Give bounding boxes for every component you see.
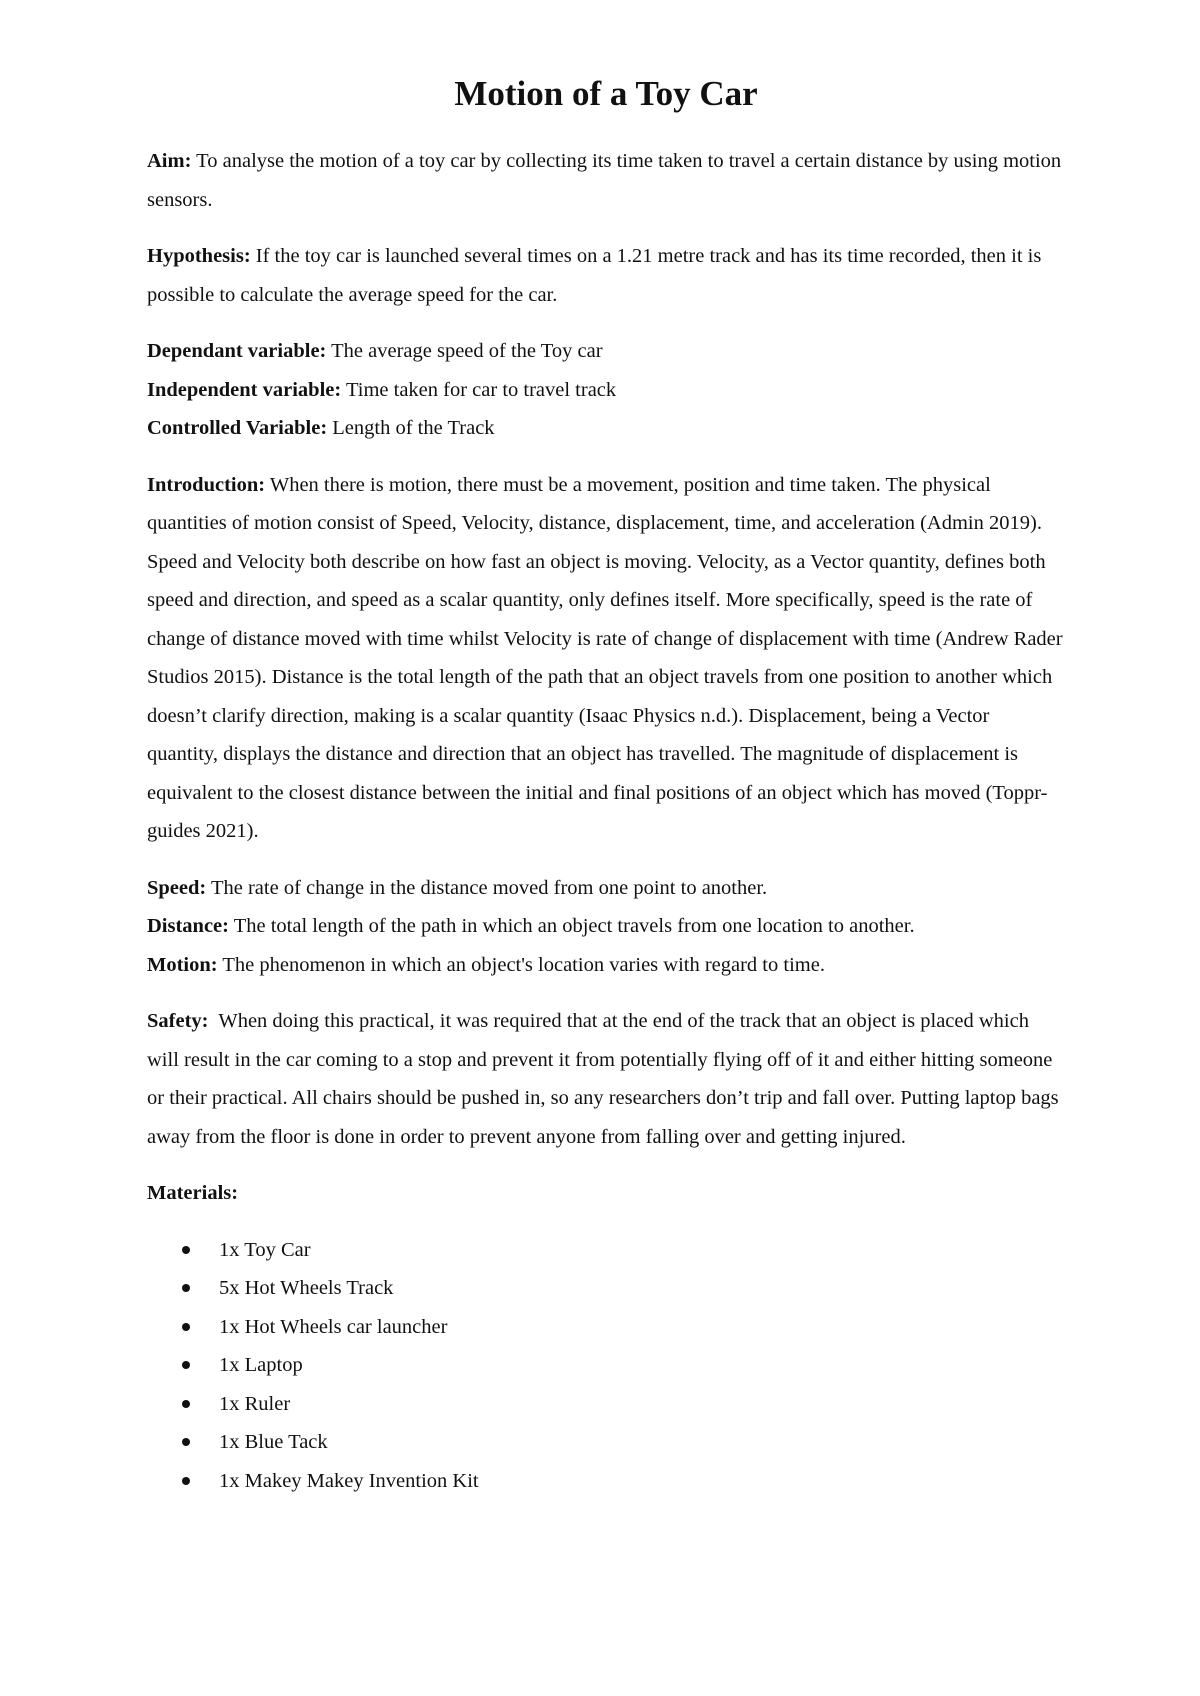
safety-text: When doing this practical, it was required that at the end of the track that an object is placed which will result in the car coming to a stop and prevent it from potentially flying off of it and either hitting someone or their practical. All chairs should be pushed in, so any researchers don’t trip and fall over. Putting laptop bags away from the floor is done in order to prevent anyone from falling over and getting injured. — [147, 1010, 1064, 1148]
speed-text: The rate of change in the distance moved from one point to another. — [206, 876, 768, 899]
list-item — [182, 1423, 1065, 1462]
material-item-text: 5x Hot Wheels Track — [219, 1277, 394, 1299]
bullet-icon — [182, 1477, 190, 1485]
materials-heading — [147, 1174, 1065, 1213]
material-item-text: 1x Hot Wheels car launcher — [219, 1315, 448, 1338]
list-item — [182, 1269, 1065, 1308]
speed-definition-line — [147, 869, 1065, 908]
dependant-variable-line — [147, 332, 1065, 371]
independent-variable-label: Independent variable: — [147, 378, 342, 401]
independent-variable-line — [147, 371, 1065, 410]
material-item-text: 1x Blue Tack — [219, 1431, 328, 1453]
introduction-paragraph — [147, 466, 1065, 851]
independent-variable-text: Time taken for car to travel track — [341, 378, 617, 401]
materials-list — [147, 1231, 1065, 1501]
speed-label: Speed: — [147, 876, 207, 899]
material-item-text: 1x Toy Car — [219, 1238, 311, 1261]
bullet-icon — [182, 1323, 190, 1331]
hypothesis-text: If the toy car is launched several times on a 1.21 metre track and has its time recorded, then it is possible to calculate the average speed for the car. — [147, 245, 1042, 306]
material-item-text: 1x Makey Makey Invention Kit — [219, 1469, 479, 1492]
materials-label: Materials: — [147, 1182, 239, 1204]
hypothesis-label: Hypothesis: — [147, 245, 251, 267]
document-title: Motion of a Toy Car — [454, 74, 758, 113]
introduction-label: Introduction: — [147, 473, 266, 496]
bullet-icon — [182, 1284, 190, 1292]
bullet-icon — [182, 1361, 190, 1369]
controlled-variable-label: Controlled Variable: — [147, 417, 328, 439]
motion-label: Motion: — [147, 953, 218, 976]
list-item — [182, 1462, 1065, 1501]
aim-text: To analyse the motion of a toy car by collecting its time taken to travel a certain distance by using motion sensors. — [147, 150, 1062, 211]
motion-text: The phenomenon in which an object's location varies with regard to time. — [217, 953, 825, 976]
bullet-icon — [182, 1438, 190, 1446]
bullet-icon — [182, 1246, 190, 1254]
dependant-variable-text: The average speed of the Toy car — [326, 340, 603, 362]
document-page — [147, 68, 1065, 1500]
hypothesis-paragraph — [147, 237, 1065, 314]
aim-label: Aim: — [147, 150, 192, 172]
aim-paragraph — [147, 142, 1065, 219]
distance-definition-line — [147, 907, 1065, 946]
controlled-variable-line — [147, 409, 1065, 448]
dependant-variable-label: Dependant variable: — [147, 340, 327, 362]
safety-label: Safety: — [147, 1010, 209, 1032]
list-item — [182, 1385, 1065, 1424]
material-item-text: 1x Ruler — [219, 1392, 291, 1415]
list-item — [182, 1308, 1065, 1347]
controlled-variable-text: Length of the Track — [327, 417, 495, 439]
safety-paragraph — [147, 1002, 1065, 1156]
motion-definition-line — [147, 946, 1065, 985]
material-item-text: 1x Laptop — [219, 1354, 303, 1376]
definitions-section — [147, 869, 1065, 985]
distance-label: Distance: — [147, 915, 229, 937]
list-item — [182, 1346, 1065, 1385]
list-item — [182, 1231, 1065, 1270]
variables-section — [147, 332, 1065, 448]
introduction-text: When there is motion, there must be a movement, position and time taken. The physical quantities of motion consist of Speed, Velocity, distance, displacement, time, and acceleration (Admin 2019). Speed and Velocity both describe on how fast an object is moving. Velocity, as a Vector quantity, defines both speed and direction, and speed as a scalar quantity, only defines itself. More specifically, speed is the rate of change of distance moved with time whilst Velocity is rate of change of displacement with time (Andrew Rader Studios 2015). Distance is the total length of the path that an object travels from one position to another which doesn’t clarify direction, making is a scalar quantity (Isaac Physics n.d.). Displacement, being a Vector quantity, displays the distance and direction that an object has travelled. The magnitude of displacement is equivalent to the closest distance between the initial and final positions of an object which has moved (Toppr-guides 2021). — [147, 473, 1063, 842]
distance-text: The total length of the path in which an object travels from one location to another. — [228, 915, 915, 937]
bullet-icon — [182, 1400, 190, 1408]
